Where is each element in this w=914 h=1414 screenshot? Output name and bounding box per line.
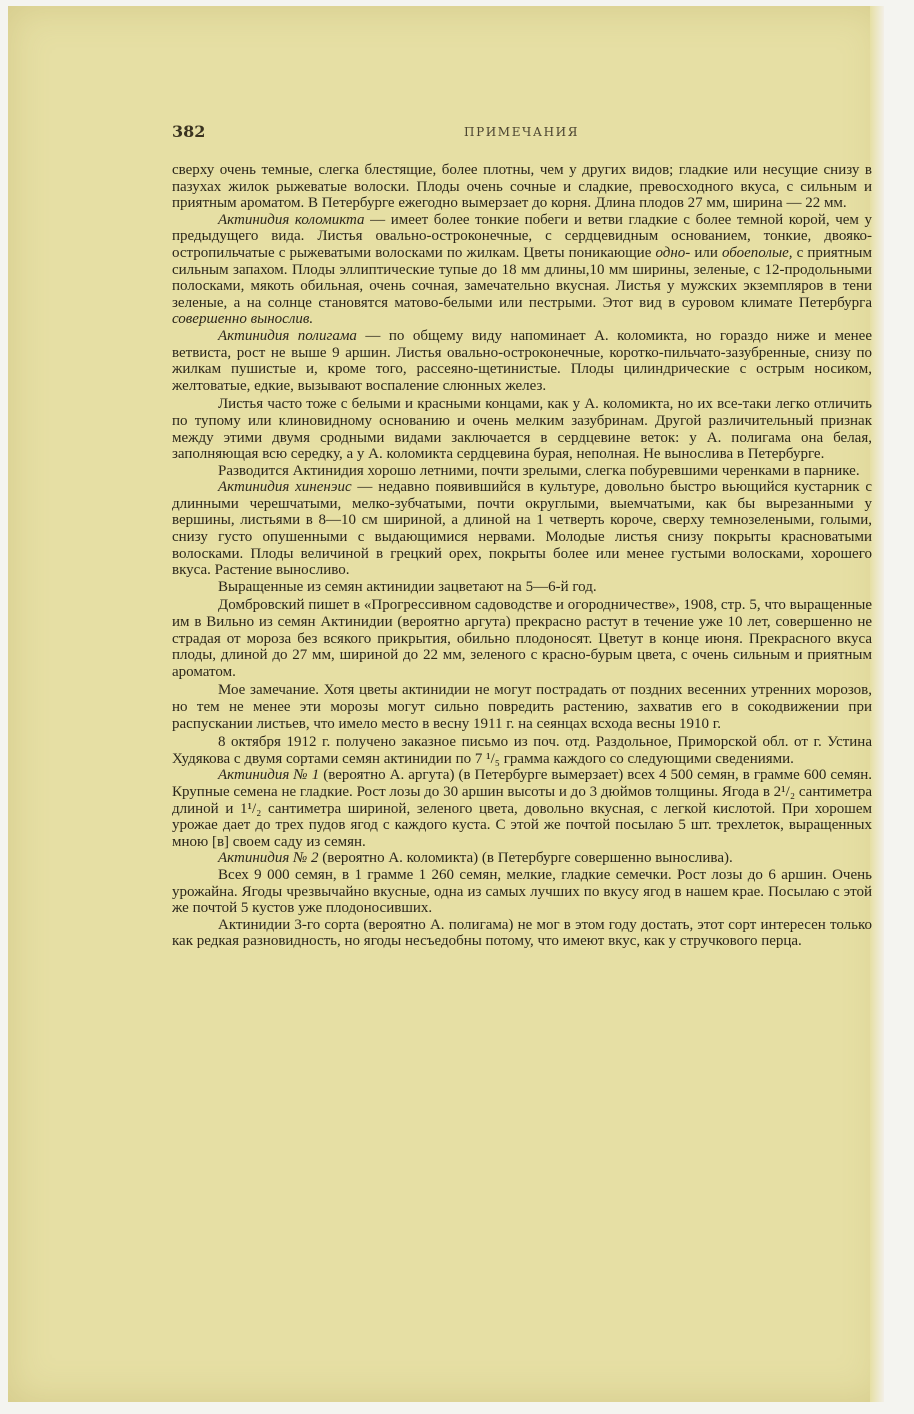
paragraph xyxy=(172,479,872,579)
text-run: — по общему виду напоминает А. коломикта, но гораздо ниже и менее ветвиста, рост не выше 9 аршин. Листья овально-остроконечные, коротко-пильчато-зазубренные, снизу по жилкам пушистые и, кроме того, рассеяно-щетинистые. Плоды цилиндрические с острым носиком, желтоватые, едкие, вызывают воспаление слюнных желез. xyxy=(172,327,872,394)
paragraph xyxy=(172,850,872,867)
italic-text: Актинидия полигама xyxy=(218,327,357,344)
paragraph xyxy=(172,212,872,328)
paragraph xyxy=(172,162,872,212)
text-run: — недавно появившийся в культуре, довольно быстро вьющийся кустарник с длинными черешчатыми, мелко-зубчатыми, почти округлыми, выемчатыми, как бы вырезанными у вершины, листьями в 8—10 см шириной, а длиной на 1 четверть короче, сверху темнозелеными, голыми, снизу густо опушенными с выдающимися нервами. Молодые листья снизу покрыты красноватыми волосками. Плоды величиной в грецкий орех, покрыты более или менее густыми волосками, хорошего вкуса. Растение выносливо. xyxy=(172,479,872,579)
text-run: — имеет более тонкие побеги и ветви гладкие с более темной корой, чем у предыдущего вида. Листья овально-остроконечные, с сердцевидным основанием, тонкие, двояко-остропильчатые с рыжеватыми волосками по жилкам. Цветы поникающие xyxy=(172,211,872,261)
page-edge xyxy=(870,6,884,1402)
text-run: (вероятно А. аргута) (в Петербурге вымерзает) всех 4 500 семян, в грамме 600 семян. Крупные семена не гладкие. Рост лозы до 30 аршин высоты и до 3 дюймов толщины. Ягода в 2¹/₂ сантиметра длиной и 1¹/₂ сантиметра шириной, зеленого цвета, довольно вкусная, с легкой кислотой. При хорошем урожае дает до трех пудов ягод с каждого куста. С этой же почтой посылаю 5 шт. трехлеток, выращенных мною [в] своем саду из семян. xyxy=(172,767,873,850)
italic-text: Актинидия № 1 xyxy=(218,767,320,784)
paragraph xyxy=(172,396,872,462)
page-body xyxy=(172,162,872,950)
italic-text: обоеполые, xyxy=(722,244,793,261)
text-run: Актинидии 3-го сорта (вероятно А. полигама) не мог в этом году достать, этот сорт интересен только как редкая разновидность, но ягоды несъедобны потому, что имеют вкус, как у стручкового перца. xyxy=(172,916,872,950)
paragraph xyxy=(172,328,872,394)
text-run: Листья часто тоже с белыми и красными концами, как у А. коломикта, но их все-таки легко отличить по тупому или клиновидному основанию и очень мелким зазубринам. Другой различительный признак между этими двумя сродными видами заключается в сердцевине веток: у А. полигама она белая, заполняющая всю середку, а у А. коломикта сердцевина бурая, неполная. Не вынослива в Петербурге. xyxy=(172,396,872,463)
paragraph xyxy=(172,734,872,767)
text-run: с приятным сильным запахом. Плоды эллиптические тупые до 18 мм длины,10 мм ширины, зеленые, с 12-продольными полосками, мякоть обильная, очень сочная, замечательно вкусная. Листья у мужских экземпляров в тени зеленые, а на солнце становятся матово-белыми или пестрыми. Этот вид в суровом климате Петербурга xyxy=(172,244,872,311)
text-run: или xyxy=(690,244,722,261)
italic-text: Актинидия коломикта xyxy=(218,211,365,228)
paragraph xyxy=(172,682,872,732)
paragraph xyxy=(172,917,872,950)
italic-text: Актинидия хиненэис xyxy=(218,479,352,496)
running-title: ПРИМЕЧАНИЯ xyxy=(464,125,580,139)
page-header xyxy=(168,122,872,144)
text-run: (вероятно А. коломикта) (в Петербурге совершенно вынослива). xyxy=(318,850,733,867)
text-run: Мое замечание. Хотя цветы актинидии не могут пострадать от поздних весенних утренних морозов, но тем не менее эти морозы могут сильно повредить растению, захватив его в сокодвижении при распускании листьев, что имело место в весну 1911 г. на сеянцах всхода весны 1910 г. xyxy=(172,682,872,732)
text-run: Выращенные из семян актинидии зацветают на 5—6-й год. xyxy=(218,578,597,595)
text-run: Разводится Актинидия хорошо летними, почти зрелыми, слегка побуревшими черенками в парнике. xyxy=(218,462,860,479)
paragraph xyxy=(172,579,872,596)
text-run: сверху очень темные, слегка блестящие, более плотны, чем у других видов; гладкие или несущие снизу в пазухах жилок рыжеватые волоски. Плоды очень сочные и сладкие, превосходного вкуса, с сильным и приятным ароматом. В Петербурге ежегодно вымерзает до корня. Длина плодов 27 мм, ширина — 22 мм. xyxy=(172,162,872,212)
paragraph xyxy=(172,597,872,680)
text-run: Всех 9 000 семян, в 1 грамме 1 260 семян, мелкие, гладкие семечки. Рост лозы до 6 аршин. Очень урожайна. Ягоды чрезвычайно вкусные, одна из самых лучших по вкусу ягод в нашем крае. Посылаю с этой же почтой 5 кустов уже плодоносивших. xyxy=(172,866,872,917)
paragraph xyxy=(172,867,872,917)
italic-text: одно- xyxy=(655,244,691,261)
book-page xyxy=(8,6,884,1402)
italic-text: совершенно вынослив. xyxy=(172,311,314,328)
text-run: 8 октября 1912 г. получено заказное письмо из поч. отд. Раздольное, Приморской обл. от г. Устина Худякова с двумя сортами семян актинидии по 7 ¹/₅ грамма каждого со следующими сведениями. xyxy=(172,734,872,767)
page-number: 382 xyxy=(172,122,206,141)
text-run: Домбровский пишет в «Прогрессивном садоводстве и огородничестве», 1908, стр. 5, что выращенные им в Вильно из семян Актинидии (вероятно аргута) прекрасно растут в течение уже 10 лет, совершенно не страдая от мороза без всякого прикрытия, обильно плодоносят. Цветут в конце июня. Прекрасного вкуса плоды, длиной до 27 мм, шириной до 22 мм, зеленого с красно-бурым цвета, с очень сильным и приятным ароматом. xyxy=(172,597,872,680)
paragraph xyxy=(172,767,872,850)
paragraph xyxy=(172,463,872,480)
italic-text: Актинидия № 2 xyxy=(218,850,319,867)
